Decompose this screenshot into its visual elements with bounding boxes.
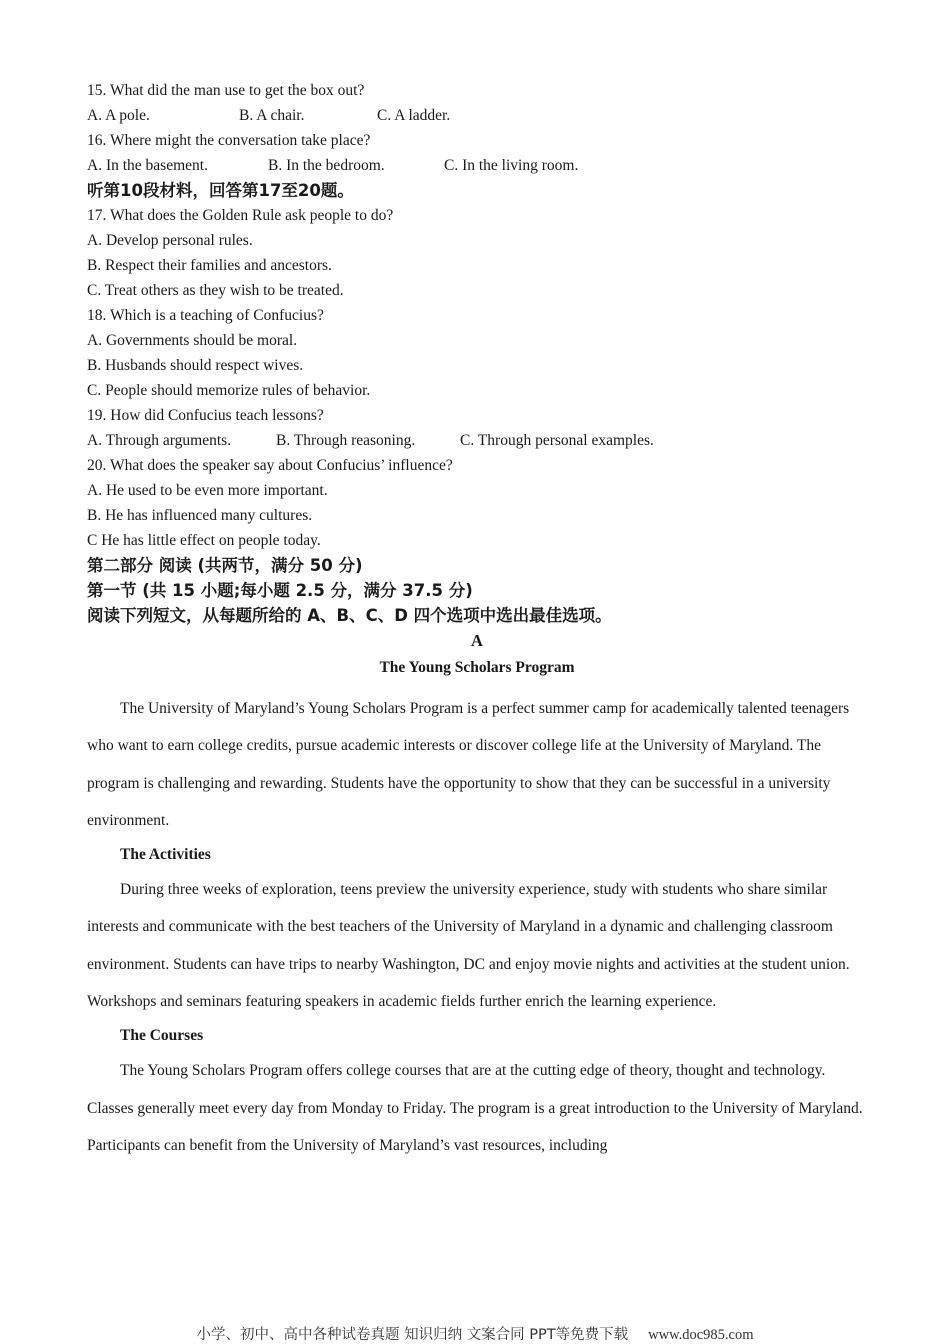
- question-20: 20. What does the speaker say about Confucius’ influence?: [87, 457, 453, 474]
- option-c: C. A ladder.: [377, 107, 451, 124]
- subheading-activities: The Activities: [120, 846, 211, 864]
- section-10-header: 听第10段材料，回答第17至20题。: [87, 181, 354, 200]
- option-c: C. Through personal examples.: [460, 432, 654, 449]
- passage-paragraph-2: During three weeks of exploration, teens preview the university experience, study with students who share similar interests and communicate with the best teachers of the University of Maryland in a dynamic and challenging classroom environment. Students can have trips to nearby Washington, DC and enjoy movie nights and activities at the student union. Workshops and seminars featuring speakers in academic fields further enrich the learning experience.: [87, 881, 850, 1011]
- passage-letter: A: [471, 631, 483, 650]
- reading-part-header: 第二部分 阅读 (共两节，满分 50 分): [87, 556, 363, 575]
- option-c: C. People should memorize rules of behavior.: [87, 382, 371, 399]
- option-c: C. Treat others as they wish to be treated.: [87, 282, 344, 299]
- option-c: C He has little effect on people today.: [87, 532, 321, 549]
- question-17: 17. What does the Golden Rule ask people to do?: [87, 207, 394, 224]
- question-18: 18. Which is a teaching of Confucius?: [87, 307, 324, 324]
- passage-title: The Young Scholars Program: [379, 659, 575, 676]
- option-a: A. Through arguments.: [87, 432, 232, 449]
- option-a: A. Develop personal rules.: [87, 232, 253, 249]
- option-a: A. He used to be even more important.: [87, 482, 328, 499]
- footer-text: 小学、初中、高中各种试卷真题 知识归纳 文案合同 PPT等免费下载: [196, 1327, 629, 1343]
- question-19-options: [87, 428, 867, 453]
- option-a: A. A pole.: [87, 107, 150, 124]
- reading-section-header: 第一节 (共 15 小题;每小题 2.5 分，满分 37.5 分): [87, 581, 473, 600]
- option-b: B. He has influenced many cultures.: [87, 507, 313, 524]
- option-b: B. A chair.: [239, 107, 305, 124]
- question-19: 19. How did Confucius teach lessons?: [87, 407, 324, 424]
- question-15: 15. What did the man use to get the box out?: [87, 82, 365, 99]
- question-16-options: [87, 153, 867, 178]
- reading-instruction: 阅读下列短文，从每题所给的 A、B、C、D 四个选项中选出最佳选项。: [87, 606, 612, 625]
- option-b: B. Through reasoning.: [276, 432, 416, 449]
- option-b: B. Husbands should respect wives.: [87, 357, 304, 374]
- page-footer: [0, 1323, 950, 1344]
- option-b: B. Respect their families and ancestors.: [87, 257, 332, 274]
- option-b: B. In the bedroom.: [268, 157, 385, 174]
- option-a: A. Governments should be moral.: [87, 332, 298, 349]
- document-page: [87, 78, 867, 1164]
- question-16: 16. Where might the conversation take place?: [87, 132, 371, 149]
- option-a: A. In the basement.: [87, 157, 208, 174]
- option-c: C. In the living room.: [444, 157, 579, 174]
- question-15-options: [87, 103, 867, 128]
- passage-paragraph-1: The University of Maryland’s Young Scholars Program is a perfect summer camp for academically talented teenagers who want to earn college credits, pursue academic interests or discover college life at the University of Maryland. The program is challenging and rewarding. Students have the opportunity to show that they can be successful in a university environment.: [87, 700, 850, 829]
- subheading-courses: The Courses: [120, 1027, 204, 1045]
- footer-url[interactable]: www.doc985.com: [648, 1327, 754, 1343]
- passage-paragraph-3: The Young Scholars Program offers college courses that are at the cutting edge of theory, thought and technology. Classes generally meet every day from Monday to Friday. The program is a great introduction to the University of Maryland. Participants can benefit from the University of Maryland’s vast resources, including: [87, 1062, 863, 1154]
